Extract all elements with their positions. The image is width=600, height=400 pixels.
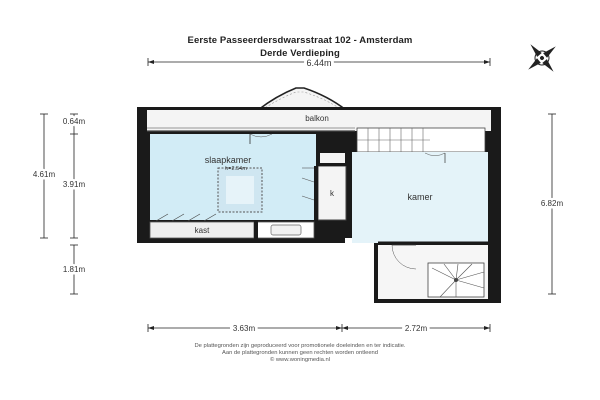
footer-credit: © www.woningmedia.nl bbox=[269, 357, 330, 363]
room-label-kast: kast bbox=[194, 226, 210, 235]
dim-width-label: 6.44m bbox=[306, 58, 332, 68]
sink-wall bbox=[254, 220, 258, 240]
room-label-kamer: kamer bbox=[407, 192, 433, 202]
dim-right-label: 6.82m bbox=[540, 199, 564, 208]
dim-bottom-right-label: 2.72m bbox=[404, 324, 428, 333]
footer-disclaimer-2: Aan de plattegronden kunnen geen rechten worden ontleend bbox=[222, 350, 378, 356]
room-label-balkon: balkon bbox=[305, 114, 329, 123]
room-label-slaapkamer: slaapkamer bbox=[204, 155, 252, 165]
footer-disclaimer-1: De plattegronden zijn geproduceerd voor promotionele doeleinden en ter indicatie. bbox=[194, 343, 406, 349]
compass-icon bbox=[517, 33, 568, 84]
dim-left-outer-label: 4.61m bbox=[32, 170, 56, 179]
dim-left-bottom-label: 1.81m bbox=[62, 265, 86, 274]
kamer-wall-left bbox=[348, 152, 352, 238]
floor-title: Derde Verdieping bbox=[260, 48, 340, 59]
chimney-inner bbox=[320, 153, 345, 163]
dim-left-mid-label: 3.91m bbox=[62, 180, 86, 189]
address-title: Eerste Passeerdersdwarsstraat 102 - Amsterdam bbox=[187, 35, 413, 46]
room-label-k: k bbox=[330, 189, 334, 198]
room-height-label: h=2.54m bbox=[225, 166, 247, 172]
balcony-stairs bbox=[357, 128, 485, 152]
stairs-icon bbox=[428, 263, 484, 297]
dim-bottom bbox=[148, 324, 490, 332]
balcony-arch bbox=[258, 88, 346, 110]
dim-bottom-left-label: 3.63m bbox=[232, 324, 256, 333]
dim-left-top-label: 0.64m bbox=[62, 117, 86, 126]
skylight-glass bbox=[226, 176, 254, 204]
sink-icon bbox=[271, 225, 301, 235]
